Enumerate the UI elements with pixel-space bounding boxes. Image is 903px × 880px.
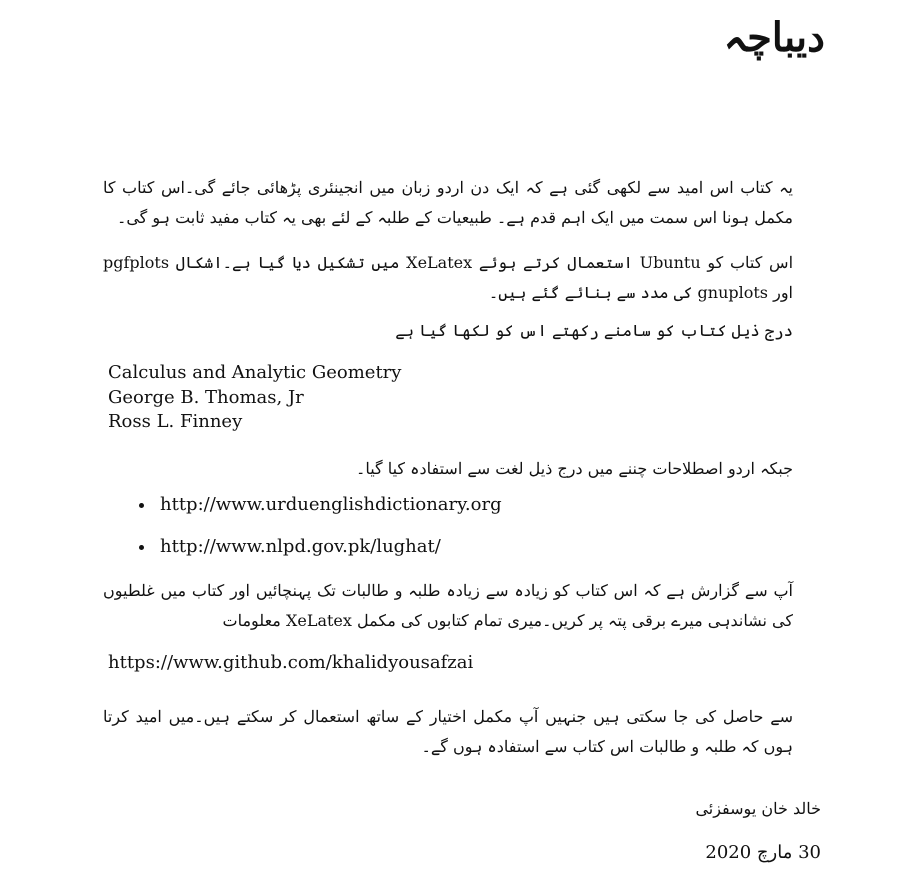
request-paragraph: آپ سے گزارش ہے کہ اس کتاب کو زیادہ سے زیادہ طلبہ و طالبات تک پہنچائیں اور کتاب میں غلطیوں کی نشاندہی میرے برقی پتہ پر کریں۔میری تمام کتابوں کی مکمل XeLatex معلومات	[103, 581, 793, 630]
github-link[interactable]: https://www.github.com/khalidyousafzai	[108, 652, 474, 673]
document-date: 30 مارچ 2020	[705, 842, 821, 863]
reference-book	[108, 361, 401, 435]
author-signature: خالد خان یوسفزئی	[695, 799, 821, 818]
reference-author-2: Ross L. Finney	[108, 411, 243, 432]
closing-paragraph: سے حاصل کی جا سکتی ہیں جنہیں آپ مکمل اختیار کے ساتھ استعمال کر سکتے ہیں۔میں امید کرتا ہوں کہ طلبہ و طالبات اس کتاب سے استفادہ ہوں گے۔	[103, 707, 793, 756]
dictionary-link-nlpd[interactable]: http://www.nlpd.gov.pk/lughat/	[136, 535, 502, 559]
reference-title: Calculus and Analytic Geometry	[108, 362, 402, 383]
intro-paragraph: یہ کتاب اس امید سے لکھی گئی ہے کہ ایک دن اردو زبان میں انجینئری پڑھائی جائے گی۔اس کتاب کا مکمل ہونا اس سمت میں ایک اہم قدم ہے۔ طبیعیات کے طلبہ کے لئے بھی یہ کتاب مفید ثابت ہو گی۔	[103, 178, 793, 227]
dictionary-link-list	[136, 493, 502, 559]
dictionary-intro-paragraph: جبکہ اردو اصطلاحات چننے میں درج ذیل لغت سے استفادہ کیا گیا۔	[355, 459, 793, 478]
tools-paragraph: اس کتاب کو Ubuntu استعمال کرتے ہوئے XeLatex میں تشکیل دیا گیا ہے۔اشکال pgfplots اور gnuplots کی مدد سے بنائے گئے ہیں۔	[103, 253, 794, 302]
dictionary-link-urduenglish[interactable]: http://www.urduenglishdictionary.org	[136, 493, 502, 517]
page-title: دیباچہ	[723, 14, 825, 61]
reference-intro-paragraph: درج ذیل کتاب کو سامنے رکھتے اس کو لکھا گیا ہے	[395, 321, 793, 340]
reference-author-1: George B. Thomas, Jr	[108, 386, 304, 408]
